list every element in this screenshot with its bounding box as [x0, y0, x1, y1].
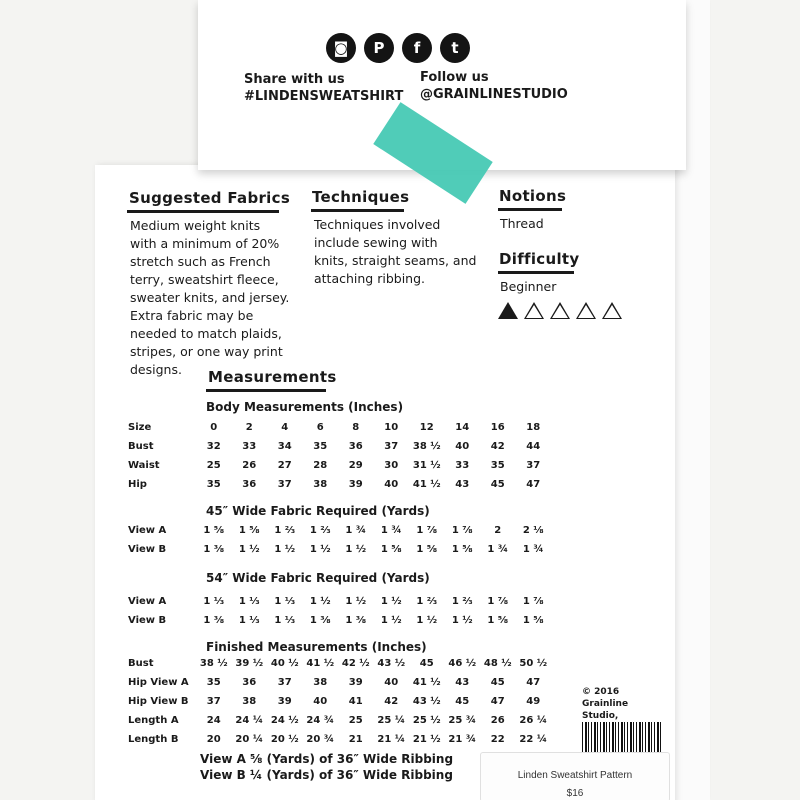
- table-cell: 39: [348, 677, 363, 688]
- table-cell: 46 ½: [448, 658, 477, 669]
- price-tag: [480, 752, 670, 800]
- table-cell: 30: [384, 460, 399, 471]
- table-cell: 20 ½: [270, 734, 299, 745]
- table-cell: 1 ⅓: [274, 615, 296, 626]
- table-cell: 20 ¾: [306, 734, 335, 745]
- table-cell: 1 ⅞: [451, 525, 473, 536]
- notions-text: Thread: [500, 216, 544, 231]
- table-cell: 47: [526, 677, 541, 688]
- copyright: © 2016 Grainline Studio,: [582, 687, 629, 721]
- table-cell: 1 ⅔: [416, 596, 438, 607]
- table-cell: 1 ⅔: [451, 596, 473, 607]
- table-cell: 22 ¼: [519, 734, 548, 745]
- row-values: [196, 696, 586, 707]
- table-cell: 43: [455, 677, 470, 688]
- finished-measurements-title: Finished Measurements (Inches): [206, 640, 427, 654]
- table-cell: 26: [242, 460, 257, 471]
- table-cell: 28: [313, 460, 328, 471]
- table-cell: 37: [526, 460, 541, 471]
- row-label: Hip View B: [128, 696, 189, 707]
- table-cell: 26: [490, 715, 505, 726]
- table-cell: 36: [242, 479, 257, 490]
- table-cell: 1 ½: [345, 596, 367, 607]
- table-cell: 1 ⅓: [203, 596, 225, 607]
- table-cell: 0: [210, 422, 218, 433]
- table-cell: 8: [352, 422, 360, 433]
- table-cell: 1 ⅓: [238, 596, 260, 607]
- fabrics-underline: [127, 210, 279, 213]
- table-cell: 26 ¼: [519, 715, 548, 726]
- twitter-icon: t: [440, 33, 470, 63]
- table-cell: 21 ¼: [377, 734, 406, 745]
- social-icons: [326, 33, 470, 63]
- table-cell: 1 ⅝: [380, 544, 402, 555]
- table-cell: 1 ⅔: [309, 525, 331, 536]
- table-cell: 45: [455, 696, 470, 707]
- notions-heading: Notions: [499, 187, 567, 205]
- table-cell: 1 ⅝: [451, 544, 473, 555]
- table-cell: 21 ¾: [448, 734, 477, 745]
- table-cell: 25 ¼: [377, 715, 406, 726]
- row-label: Bust: [128, 658, 154, 669]
- table-cell: 40: [384, 479, 399, 490]
- row-values: [196, 479, 586, 490]
- table-cell: 36: [348, 441, 363, 452]
- table-cell: 38: [242, 696, 257, 707]
- table-cell: 43 ½: [412, 696, 441, 707]
- fabrics-heading: Suggested Fabrics: [129, 189, 291, 207]
- row-values: [196, 734, 586, 745]
- price-tag-price: $16: [566, 788, 584, 799]
- table-cell: 37: [384, 441, 399, 452]
- instagram-icon: ◙: [326, 33, 356, 63]
- table-cell: 1 ½: [380, 596, 402, 607]
- table-cell: 38: [313, 677, 328, 688]
- table-cell: 41: [348, 696, 363, 707]
- table-cell: 1 ⅝: [522, 615, 544, 626]
- table-cell: 43: [455, 479, 470, 490]
- table-cell: 42: [490, 441, 505, 452]
- table-cell: 25 ½: [412, 715, 441, 726]
- body-measurements-title: Body Measurements (Inches): [206, 400, 404, 414]
- difficulty-text: Beginner: [500, 279, 557, 294]
- table-cell: 42 ½: [341, 658, 370, 669]
- table-cell: 27: [277, 460, 292, 471]
- row-label: Length A: [128, 715, 179, 726]
- table-cell: 32: [206, 441, 221, 452]
- table-cell: 1 ½: [416, 615, 438, 626]
- pinterest-icon: P: [364, 33, 394, 63]
- table-cell: 37: [277, 677, 292, 688]
- table-cell: 1 ½: [451, 615, 473, 626]
- table-cell: 1 ⅝: [416, 544, 438, 555]
- table-cell: 37: [206, 696, 221, 707]
- table-cell: 47: [490, 696, 505, 707]
- table-cell: 14: [455, 422, 470, 433]
- table-cell: 41 ½: [306, 658, 335, 669]
- table-cell: 1 ¾: [522, 544, 544, 555]
- share-hashtag: #LINDENSWEATSHIRT: [244, 89, 404, 104]
- table-cell: 6: [316, 422, 324, 433]
- table-cell: 40: [313, 696, 328, 707]
- row-values: [196, 596, 586, 607]
- table-cell: 1 ⅜: [309, 615, 331, 626]
- table-cell: 42: [384, 696, 399, 707]
- table-cell: 44: [526, 441, 541, 452]
- table-cell: 1 ⅓: [274, 596, 296, 607]
- row-label: View B: [128, 615, 167, 626]
- empty-triangle-icon: [576, 302, 596, 319]
- table-cell: 41 ½: [412, 479, 441, 490]
- empty-triangle-icon: [524, 302, 544, 319]
- table-cell: 35: [313, 441, 328, 452]
- fabric-54-title: 54″ Wide Fabric Required (Yards): [206, 571, 430, 585]
- table-cell: 21: [348, 734, 363, 745]
- measurements-heading: Measurements: [208, 368, 337, 386]
- techniques-underline: [311, 209, 404, 212]
- table-cell: 1 ½: [345, 544, 367, 555]
- table-cell: 34: [277, 441, 292, 452]
- table-cell: 35: [206, 479, 221, 490]
- table-cell: 1 ⅔: [274, 525, 296, 536]
- table-cell: 1 ¾: [487, 544, 509, 555]
- table-cell: 38: [313, 479, 328, 490]
- difficulty-rating: [498, 302, 622, 319]
- table-cell: 1 ⅝: [238, 525, 260, 536]
- table-cell: 25 ¾: [448, 715, 477, 726]
- table-cell: 2 ⅛: [522, 525, 544, 536]
- table-cell: 37: [277, 479, 292, 490]
- table-cell: 45: [419, 658, 434, 669]
- row-label: Length B: [128, 734, 179, 745]
- table-cell: 1 ⅞: [487, 596, 509, 607]
- follow-block: [420, 69, 568, 103]
- empty-triangle-icon: [550, 302, 570, 319]
- table-cell: 16: [490, 422, 505, 433]
- table-cell: 1 ⅞: [416, 525, 438, 536]
- table-cell: 1 ½: [309, 544, 331, 555]
- table-cell: 36: [242, 677, 257, 688]
- fabrics-text: Medium weight knits with a minimum of 20% stretch such as French terry, sweatshirt fleece, sweater knits, and jersey. Extra fabric may be needed to match plaids, stripes, or one way print designs.: [130, 218, 290, 377]
- row-label: View B: [128, 544, 167, 555]
- difficulty-underline: [498, 271, 574, 274]
- table-cell: 1 ½: [238, 544, 260, 555]
- table-cell: 45: [490, 479, 505, 490]
- ribbing-view-b: View B ¼ (Yards) of 36″ Wide Ribbing: [200, 768, 453, 782]
- table-cell: 49: [526, 696, 541, 707]
- notions-underline: [498, 208, 562, 211]
- fabric-45-title: 45″ Wide Fabric Required (Yards): [206, 504, 430, 518]
- table-cell: 31 ½: [412, 460, 441, 471]
- row-label: View A: [128, 525, 167, 536]
- table-cell: 1 ¾: [380, 525, 402, 536]
- row-label: Waist: [128, 460, 160, 471]
- table-cell: 40: [384, 677, 399, 688]
- table-cell: 25: [206, 460, 221, 471]
- share-label: Share with us: [244, 72, 345, 87]
- row-values: [196, 677, 586, 688]
- row-values: [196, 658, 586, 669]
- table-cell: 40 ½: [270, 658, 299, 669]
- table-cell: 24: [206, 715, 221, 726]
- row-label: Hip: [128, 479, 147, 490]
- table-cell: 22: [490, 734, 505, 745]
- row-values: [196, 460, 586, 471]
- techniques-text: Techniques involved include sewing with knits, straight seams, and attaching ribbing.: [314, 217, 477, 286]
- facebook-icon: f: [402, 33, 432, 63]
- share-block: [244, 71, 403, 105]
- table-cell: 47: [526, 479, 541, 490]
- table-cell: 48 ½: [483, 658, 512, 669]
- table-cell: 2: [245, 422, 253, 433]
- table-cell: 1 ½: [309, 596, 331, 607]
- table-cell: 35: [206, 677, 221, 688]
- table-cell: 38 ½: [199, 658, 228, 669]
- table-cell: 24 ¼: [235, 715, 264, 726]
- table-cell: 24 ¾: [306, 715, 335, 726]
- table-cell: 1 ⅜: [203, 615, 225, 626]
- table-cell: 1 ⅝: [203, 525, 225, 536]
- table-cell: 50 ½: [519, 658, 548, 669]
- table-cell: 29: [348, 460, 363, 471]
- techniques-heading: Techniques: [312, 188, 410, 206]
- follow-label: Follow us: [420, 70, 489, 85]
- table-cell: 24 ½: [270, 715, 299, 726]
- table-cell: 1 ⅓: [238, 615, 260, 626]
- table-cell: 2: [494, 525, 502, 536]
- table-cell: 39: [277, 696, 292, 707]
- table-cell: 25: [348, 715, 363, 726]
- table-cell: 1 ⅝: [487, 615, 509, 626]
- table-cell: 39 ½: [235, 658, 264, 669]
- table-cell: 35: [490, 460, 505, 471]
- table-cell: 10: [384, 422, 399, 433]
- table-cell: 20 ¼: [235, 734, 264, 745]
- row-values: [196, 525, 586, 536]
- table-cell: 1 ⅜: [203, 544, 225, 555]
- row-values: [196, 422, 586, 433]
- table-cell: 21 ½: [412, 734, 441, 745]
- row-label: Bust: [128, 441, 154, 452]
- table-cell: 12: [419, 422, 434, 433]
- table-cell: 33: [455, 460, 470, 471]
- table-cell: 33: [242, 441, 257, 452]
- table-cell: 1 ⅞: [522, 596, 544, 607]
- table-cell: 1 ½: [380, 615, 402, 626]
- table-cell: 18: [526, 422, 541, 433]
- row-values: [196, 715, 586, 726]
- row-values: [196, 615, 586, 626]
- table-cell: 39: [348, 479, 363, 490]
- measurements-underline: [206, 389, 326, 392]
- table-cell: 43 ½: [377, 658, 406, 669]
- difficulty-heading: Difficulty: [499, 250, 580, 268]
- table-cell: 1 ⅜: [345, 615, 367, 626]
- table-cell: 41 ½: [412, 677, 441, 688]
- row-values: [196, 441, 586, 452]
- price-tag-title: Linden Sweatshirt Pattern: [517, 770, 633, 781]
- ribbing-view-a: View A ⅝ (Yards) of 36″ Wide Ribbing: [200, 752, 454, 766]
- empty-triangle-icon: [602, 302, 622, 319]
- follow-handle: @GRAINLINESTUDIO: [420, 87, 568, 102]
- table-cell: 4: [281, 422, 289, 433]
- row-values: [196, 544, 586, 555]
- table-cell: 45: [490, 677, 505, 688]
- table-cell: 38 ½: [412, 441, 441, 452]
- row-label: Size: [128, 422, 152, 433]
- table-cell: 1 ½: [274, 544, 296, 555]
- table-cell: 40: [455, 441, 470, 452]
- row-label: Hip View A: [128, 677, 189, 688]
- table-cell: 1 ¾: [345, 525, 367, 536]
- row-label: View A: [128, 596, 167, 607]
- filled-triangle-icon: [498, 302, 518, 319]
- table-cell: 20: [206, 734, 221, 745]
